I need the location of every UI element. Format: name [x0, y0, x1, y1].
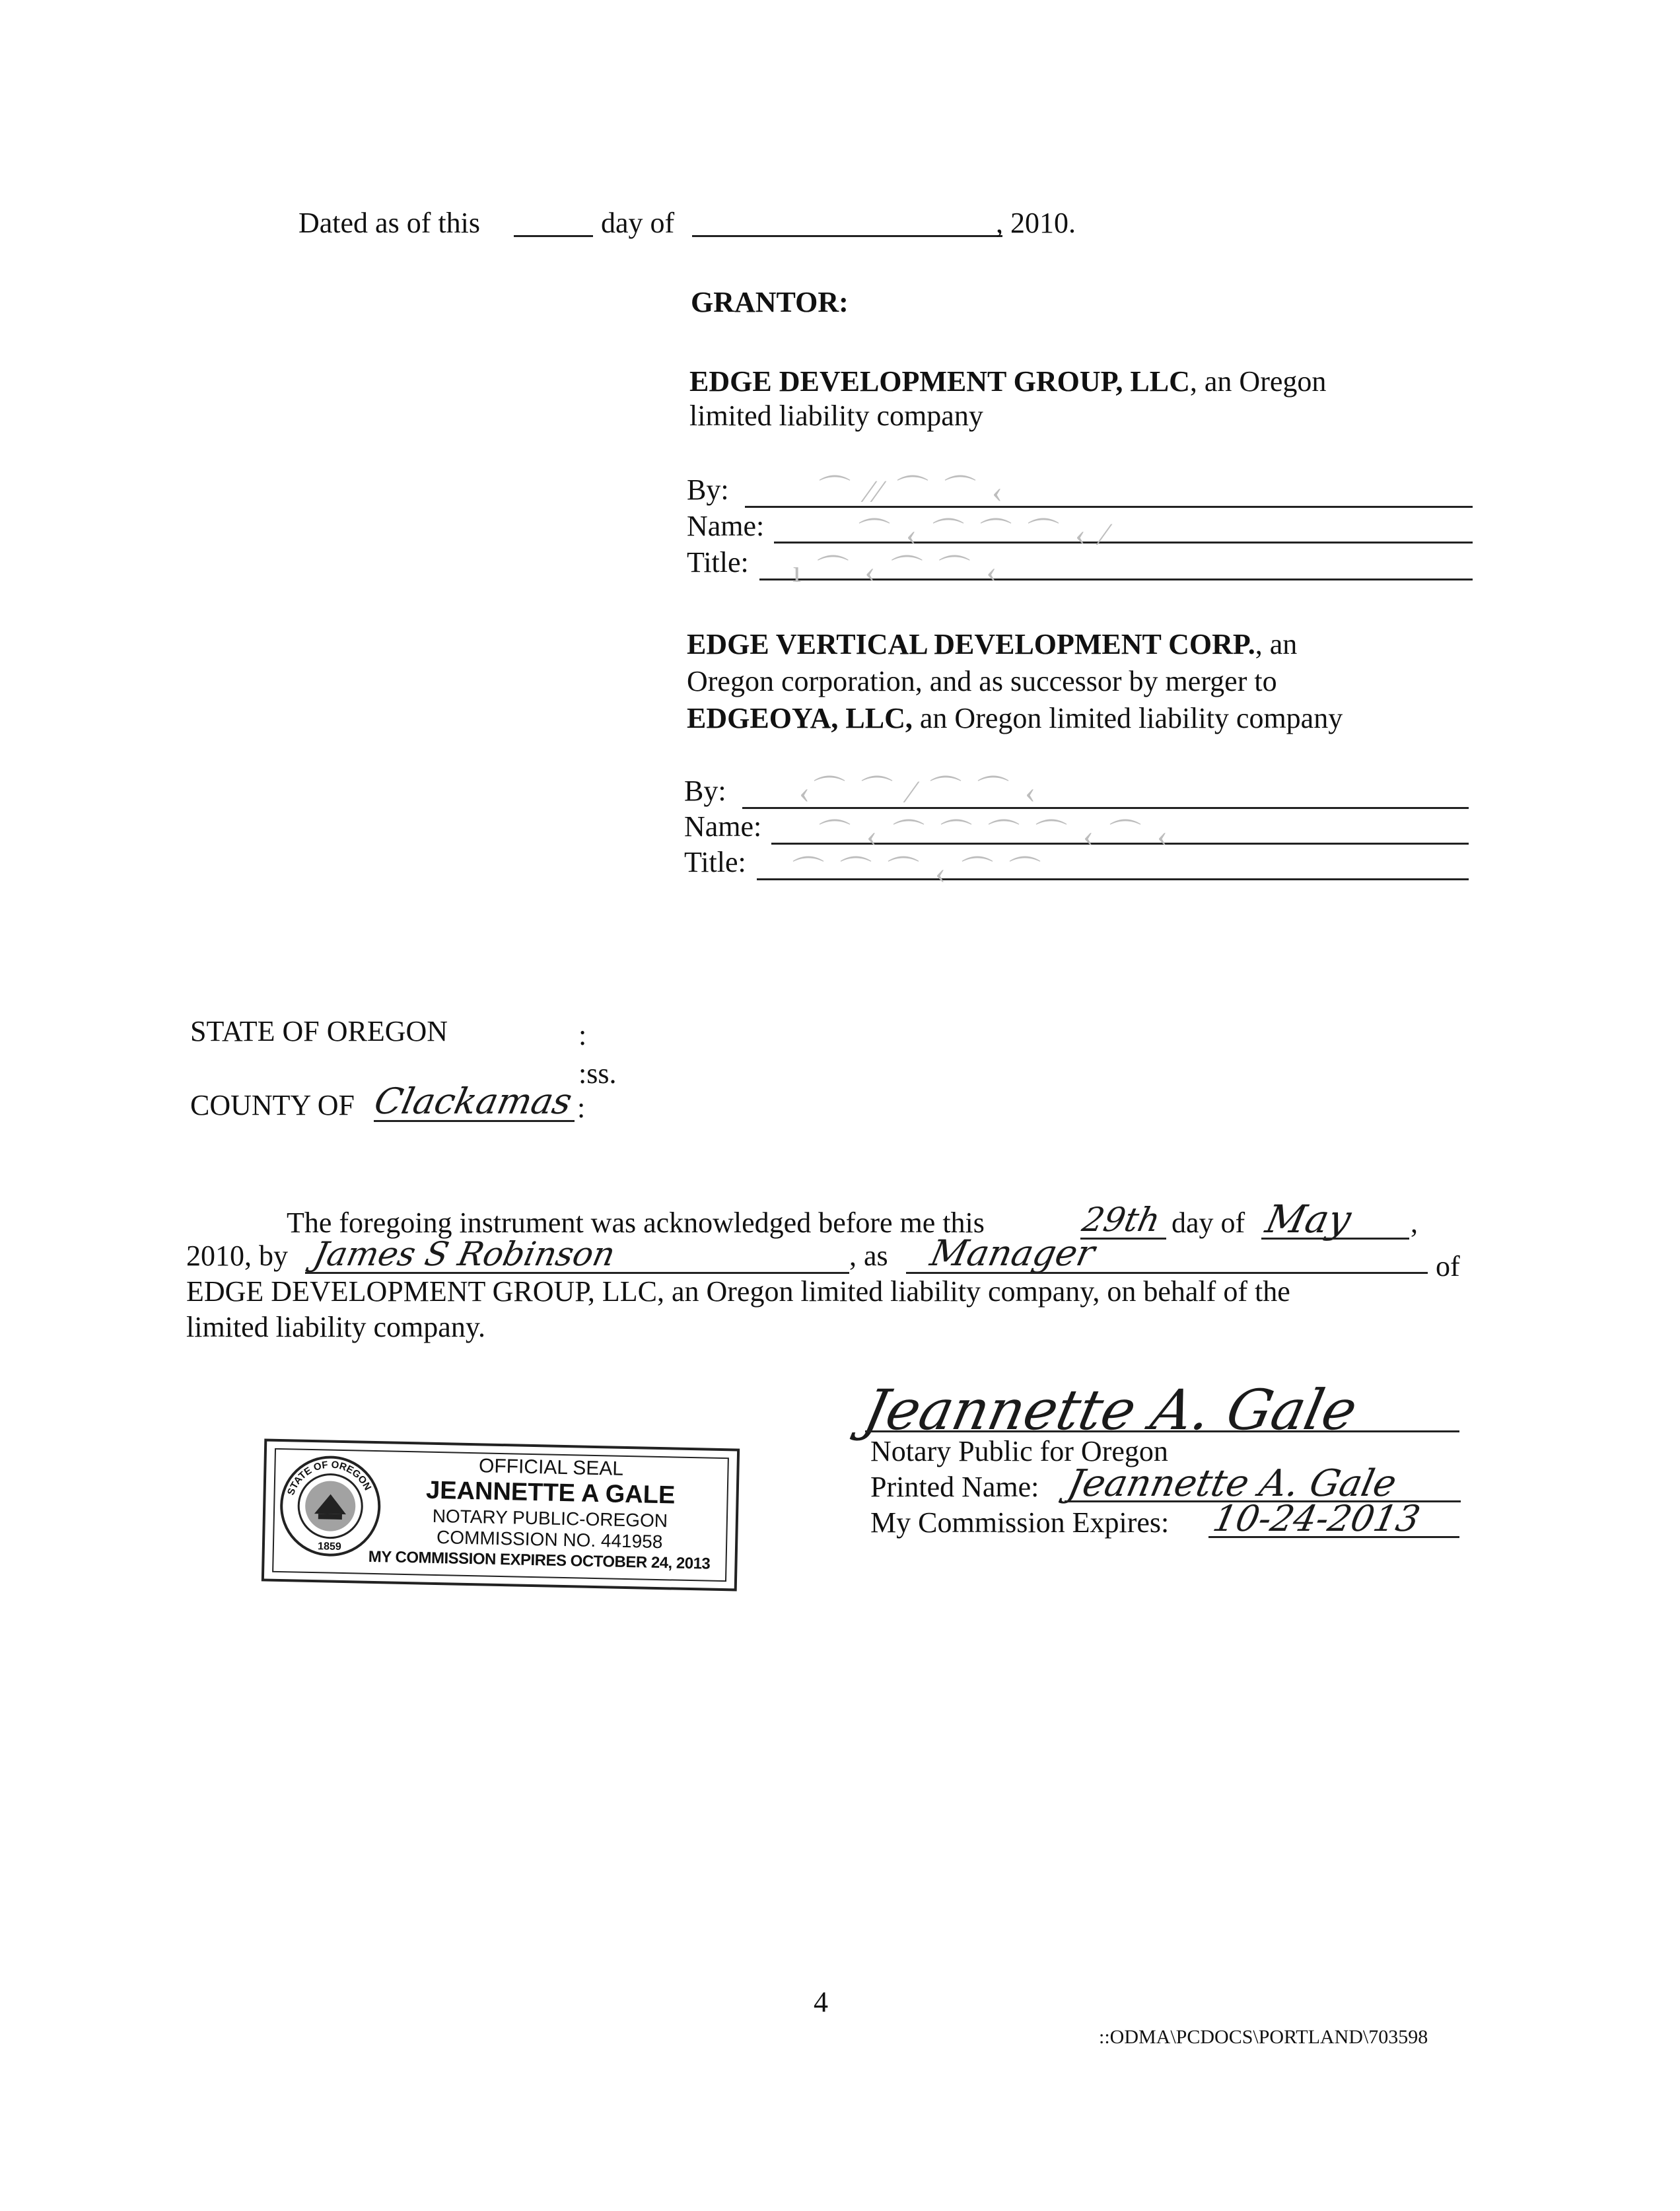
- notary-printed-label: Printed Name:: [870, 1471, 1039, 1503]
- company2-signature-faint: ‹⌒ ⌒ ∕ ⌒ ⌒ ‹: [799, 775, 1039, 810]
- company2-line3-rest: an Oregon limited liability company: [912, 702, 1343, 734]
- dated-day-blank: [514, 235, 593, 237]
- venue-state-colon: :: [578, 1019, 587, 1051]
- company2-name-bold: EDGE VERTICAL DEVELOPMENT CORP.: [687, 628, 1255, 660]
- company2-line2: Oregon corporation, and as successor by merger to: [687, 665, 1277, 697]
- ack-line2-b: , as: [849, 1240, 888, 1272]
- ack-line3: EDGE DEVELOPMENT GROUP, LLC, an Oregon limited liability company, on behalf of the: [186, 1275, 1290, 1308]
- ack-name-line: [305, 1272, 849, 1274]
- ack-day-handwritten: 29th: [1078, 1201, 1164, 1239]
- dated-month-blank: [692, 235, 1002, 237]
- seal-official: OFFICIAL SEAL: [478, 1455, 624, 1480]
- notary-public-label: Notary Public for Oregon: [870, 1435, 1168, 1467]
- venue-ss: :ss.: [578, 1057, 617, 1090]
- seal-notary-name: JEANNETTE A GALE: [425, 1476, 676, 1510]
- company2-line3-bold: EDGEOYA, LLC,: [687, 702, 913, 734]
- company1-name-rest: , an Oregon: [1189, 365, 1327, 398]
- dated-year: , 2010.: [996, 207, 1076, 239]
- seal-commission-number: COMMISSION NO. 441958: [436, 1526, 663, 1553]
- company1-title-faint: ı ⌒ ‹ ⌒ ⌒ ‹: [792, 554, 1001, 589]
- ack-line1-a: The foregoing instrument was acknowledged before me this: [287, 1207, 985, 1239]
- ack-title-line: [906, 1272, 1428, 1274]
- grantor-heading: GRANTOR:: [691, 286, 849, 318]
- company1-name: [689, 367, 1326, 396]
- company2-name-rest: , an: [1255, 628, 1298, 660]
- venue-county-line: [374, 1120, 575, 1122]
- dated-prefix: Dated as of this: [298, 207, 480, 239]
- company1-title-label: Title:: [687, 546, 749, 579]
- company1-line2: limited liability company: [689, 400, 983, 432]
- ack-line1-b: day of: [1172, 1207, 1245, 1239]
- company2-title-faint: ⌒ ⌒ ⌒ ‹ ⌒ ⌒: [792, 855, 1045, 890]
- seal-emblem-top-text: STATE OF OREGON: [285, 1459, 374, 1497]
- company2-title-label: Title:: [684, 846, 746, 878]
- notary-seal-stamp: [262, 1438, 740, 1591]
- company2-by-label: By:: [684, 775, 726, 807]
- company2-name-faint: ⌒ ‹ ⌒ ⌒ ⌒ ⌒ ‹ ⌒ ‹: [819, 818, 1172, 853]
- company1-name-bold: EDGE DEVELOPMENT GROUP, LLC: [689, 365, 1190, 398]
- notary-signature-line: [865, 1430, 1459, 1432]
- ack-line1-c: ,: [1411, 1207, 1418, 1239]
- venue-state: STATE OF OREGON: [190, 1015, 448, 1047]
- company1-name-label: Name:: [687, 510, 765, 542]
- ack-line2-c: of: [1436, 1250, 1460, 1282]
- venue-county-colon: :: [577, 1092, 586, 1124]
- company2-name: [687, 630, 1297, 659]
- page-number: 4: [814, 1986, 828, 2018]
- seal-notary-title: NOTARY PUBLIC-OREGON: [432, 1505, 668, 1531]
- company2-line3: [687, 704, 1343, 733]
- company2-name-label: Name:: [684, 810, 762, 843]
- ack-title-handwritten: Manager: [927, 1232, 1099, 1274]
- ack-month-line: [1261, 1238, 1409, 1240]
- notary-printed-handwritten: Jeannette A. Gale: [1064, 1462, 1401, 1505]
- ack-line2-a: 2010, by: [186, 1240, 288, 1272]
- company1-name-faint: ⌒ ‹ ⌒ ⌒ ⌒ ‹ ∕: [858, 517, 1111, 552]
- seal-expires: MY COMMISSION EXPIRES OCTOBER 24, 2013: [368, 1547, 711, 1573]
- company1-signature-faint: ⌒ ∕∕ ⌒ ⌒ ‹: [819, 474, 1007, 509]
- notary-expires-line: [1208, 1536, 1459, 1538]
- notary-signature: Jeannette A. Gale: [858, 1378, 1363, 1442]
- document-reference: ::ODMA\PCDOCS\PORTLAND\703598: [1099, 2026, 1428, 2048]
- seal-emblem-year: 1859: [317, 1541, 341, 1553]
- venue-county-handwritten: Clackamas: [370, 1080, 576, 1122]
- company1-by-label: By:: [687, 474, 729, 506]
- dated-day-of: day of: [601, 207, 675, 239]
- venue-county: COUNTY OF: [190, 1089, 355, 1121]
- ack-name-handwritten: James S Robinson: [310, 1235, 619, 1273]
- ack-line4: limited liability company.: [186, 1311, 485, 1343]
- notary-expires-handwritten: 10-24-2013: [1209, 1498, 1424, 1539]
- oregon-seal-emblem-icon: [277, 1452, 384, 1560]
- ack-month-handwritten: May: [1261, 1197, 1355, 1242]
- notary-expires-label: My Commission Expires:: [870, 1506, 1170, 1539]
